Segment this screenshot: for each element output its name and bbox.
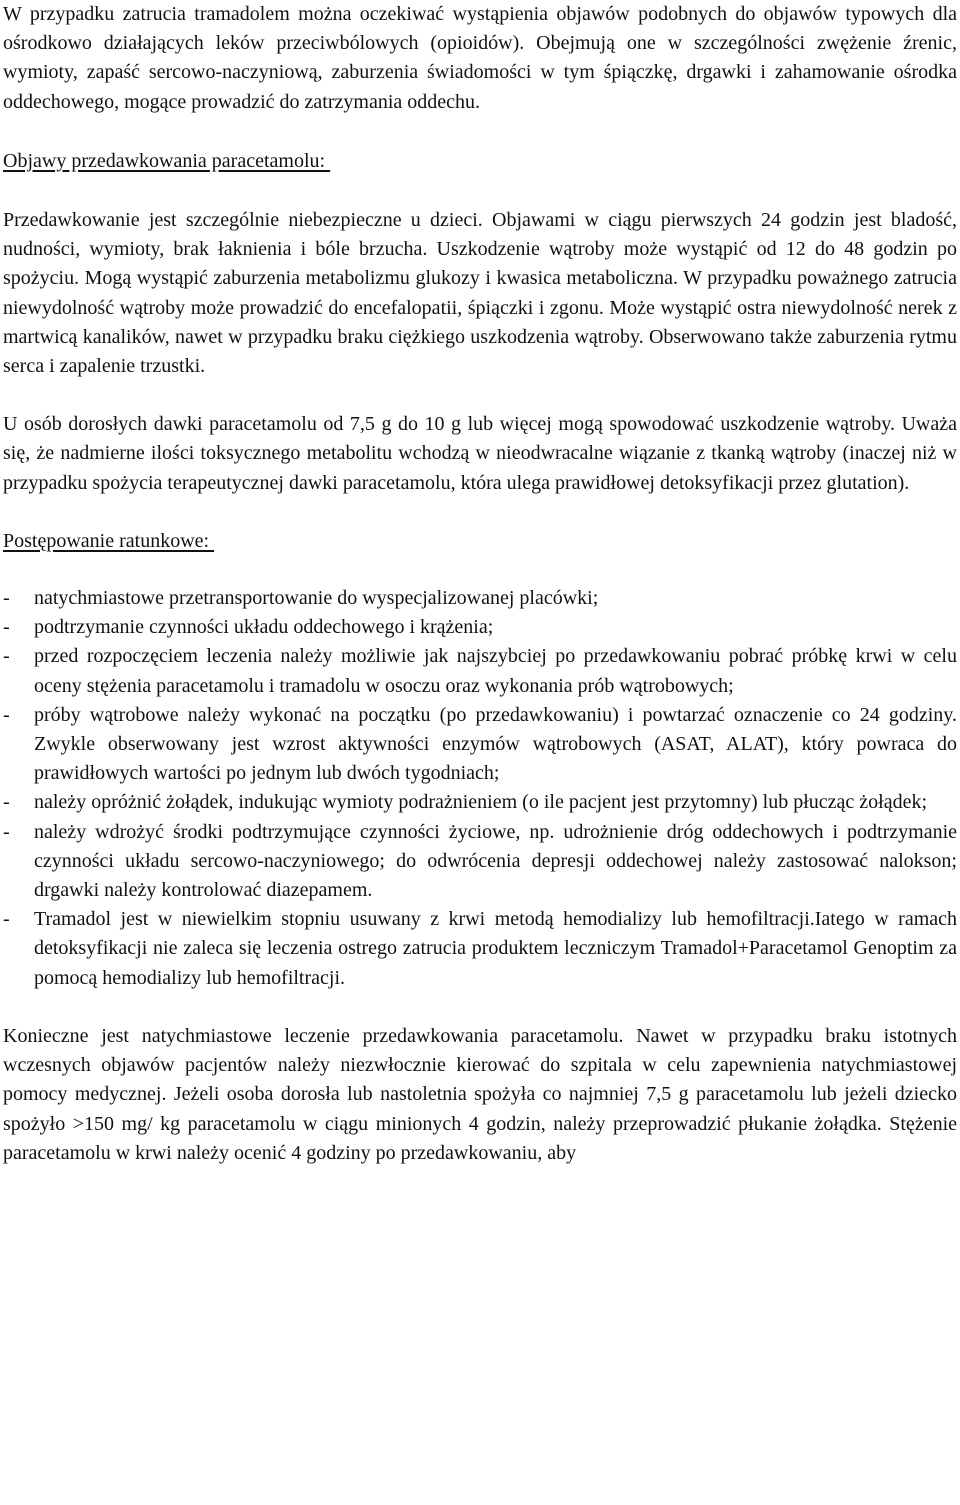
list-item <box>3 701 957 789</box>
list-dash: - <box>3 908 10 931</box>
list-item-text: Tramadol jest w niewielkim stopniu usuwany z krwi metodą hemodializy lub hemofiltracji.Iatego w ramach detoksyfikacji nie zaleca się leczenia ostrego zatrucia produktem leczniczym Tramadol+Paracetamol Genoptim za pomocą hemodializy lub hemofiltracji. <box>34 908 957 989</box>
list-item <box>3 818 957 906</box>
rescue-procedure-heading: Postępowanie ratunkowe: <box>3 529 215 552</box>
list-item-text: należy wdrożyć środki podtrzymujące czynności życiowe, np. udrożnienie dróg oddechowych i podtrzymanie czynności układu sercowo-naczyniowego; do odwrócenia depresji oddechowej należy zastosować nalokson; drgawki należy kontrolować diazepamem. <box>34 820 957 902</box>
list-item-text: natychmiastowe przetransportowanie do wyspecjalizowanej placówki; <box>34 587 599 610</box>
list-item <box>3 788 957 817</box>
list-item <box>3 584 957 613</box>
list-item <box>3 613 957 642</box>
list-dash: - <box>3 645 10 668</box>
document-page <box>3 0 957 1168</box>
list-dash: - <box>3 616 10 639</box>
list-dash: - <box>3 791 10 814</box>
list-item <box>3 905 957 993</box>
list-item-text: podtrzymanie czynności układu oddechowego i krążenia; <box>34 616 494 639</box>
list-dash: - <box>3 587 10 610</box>
list-item-text: przed rozpoczęciem leczenia należy możliwie jak najszybciej po przedawkowaniu pobrać próbkę krwi w celu oceny stężenia paracetamolu i tramadolu w osoczu oraz wykonania prób wątrobowych; <box>34 645 957 697</box>
rescue-procedure-list <box>3 584 957 993</box>
tramadol-overdose-paragraph: W przypadku zatrucia tramadolem można oczekiwać wystąpienia objawów podobnych do objawów typowych dla ośrodkowo działających leków przeciwbólowych (opioidów). Obejmują one w szczególności zwężenie źrenic, wymioty, zapaść sercowo-naczyniową, zaburzenia świadomości w tym śpiączkę, drgawki i zahamowanie ośrodka oddechowego, mogące prowadzić do zatrzymania oddechu. <box>3 3 957 113</box>
list-dash: - <box>3 703 10 726</box>
list-item-text: próby wątrobowe należy wykonać na początku (po przedawkowaniu) i powtarzać oznaczenie co 24 godziny. Zwykle obserwowany jest wzrost aktywności enzymów wątrobowych (ASAT, ALAT), który powraca do prawidłowych wartości po jednym lub dwóch tygodniach; <box>34 703 957 785</box>
immediate-treatment-paragraph: Konieczne jest natychmiastowe leczenie przedawkowania paracetamolu. Nawet w przypadku braku istotnych wczesnych objawów pacjentów należy niezwłocznie kierować do szpitala w celu zapewnienia natychmiastowej pomocy medycznej. Jeżeli osoba dorosła lub nastoletnia spożyła co najmniej 7,5 g paracetamolu lub jeżeli dziecko spożyło >150 mg/ kg paracetamolu w ciągu minionych 4 godzin, należy przeprowadzić płukanie żołądka. Stężenie paracetamolu w krwi należy ocenić 4 godziny po przedawkowaniu, aby <box>3 1024 957 1164</box>
list-dash: - <box>3 820 10 843</box>
paracetamol-symptoms-paragraph: Przedawkowanie jest szczególnie niebezpieczne u dzieci. Objawami w ciągu pierwszych 24 godzin jest bladość, nudności, wymioty, brak łaknienia i bóle brzucha. Uszkodzenie wątroby może wystąpić od 12 do 48 godzin po spożyciu. Mogą wystąpić zaburzenia metabolizmu glukozy i kwasica metaboliczna. W przypadku poważnego zatrucia niewydolność wątroby może prowadzić do encefalopatii, śpiączki i zgonu. Może wystąpić ostra niewydolność nerek z martwicą kanalików, nawet w przypadku braku ciężkiego uszkodzenia wątroby. Obserwowano także zaburzenia rytmu serca i zapalenie trzustki. <box>3 209 957 378</box>
list-item <box>3 642 957 700</box>
paracetamol-overdose-heading: Objawy przedawkowania paracetamolu: <box>3 149 331 172</box>
list-item-text: należy opróżnić żołądek, indukując wymioty podrażnieniem (o ile pacjent jest przytomny) lub płucząc żołądek; <box>34 791 928 814</box>
adult-doses-paragraph: U osób dorosłych dawki paracetamolu od 7,5 g do 10 g lub więcej mogą spowodować uszkodzenie wątroby. Uważa się, że nadmierne ilości toksycznego metabolitu wchodzą w nieodwracalne wiązanie z tkanką wątroby (inaczej niż w przypadku spożycia terapeutycznej dawki paracetamolu, która ulega prawidłowej detoksyfikacji przez glutation). <box>3 413 957 494</box>
